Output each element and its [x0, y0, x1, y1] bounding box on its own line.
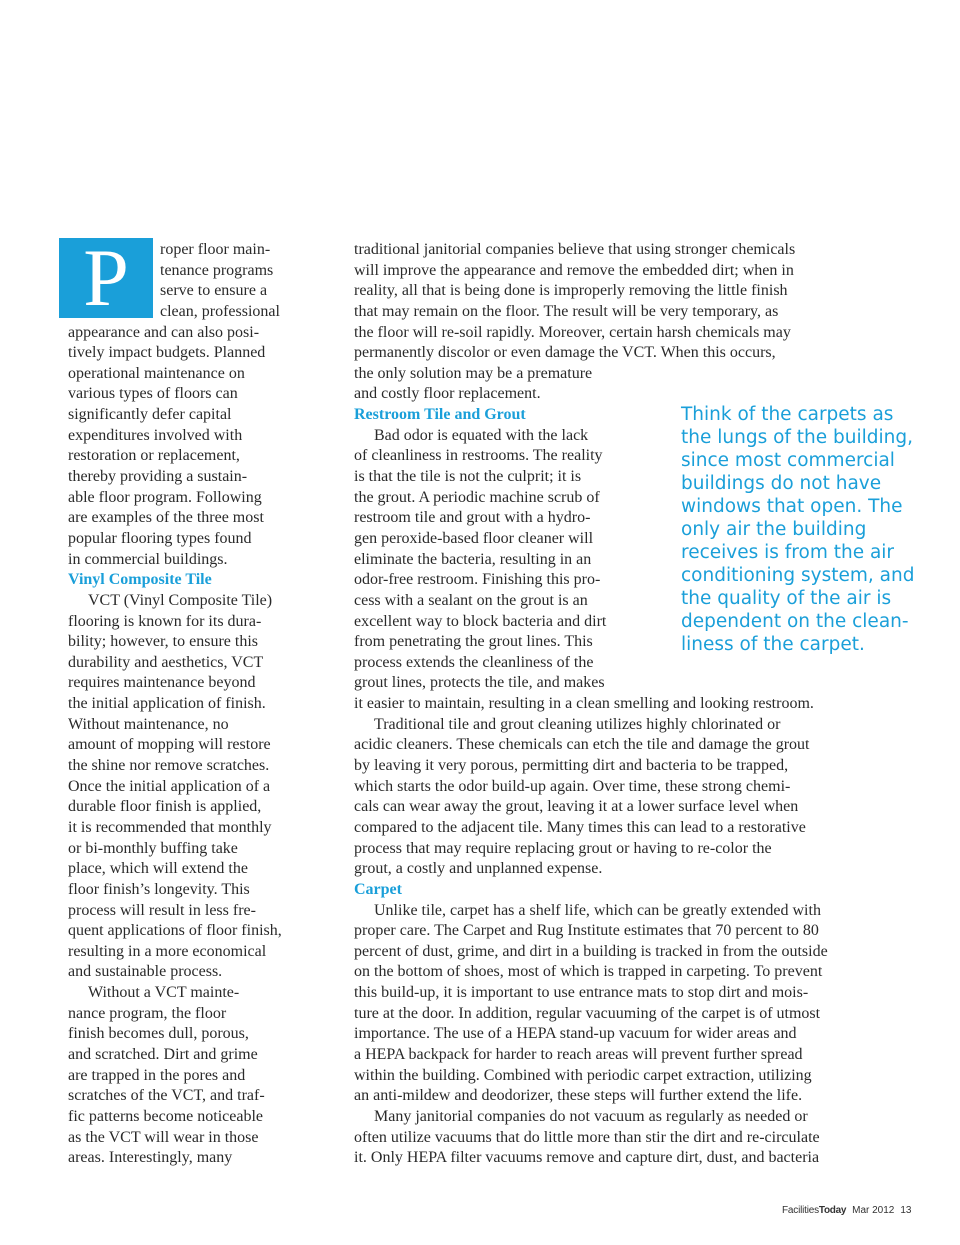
text-line: place, which will extend the — [68, 860, 248, 878]
pull-quote-line: only air the building — [681, 519, 867, 540]
text-line: cals can wear away the grout, leaving it at a lower surface level when — [354, 798, 799, 816]
pull-quote-line: the lungs of the building, — [681, 427, 914, 448]
text-line: which starts the odor build-up again. Over time, these strong chemi- — [354, 777, 791, 795]
text-line: serve to ensure a — [160, 282, 268, 300]
text-line: the only solution may be a premature — [354, 364, 593, 382]
text-line: the grout. A periodic machine scrub of — [354, 488, 600, 506]
pull-quote-line: windows that open. The — [681, 496, 903, 517]
text-line: VCT (Vinyl Composite Tile) — [88, 591, 273, 609]
text-line: odor-free restroom. Finishing this pro- — [354, 571, 601, 589]
text-line: acidic cleaners. These chemicals can etch the tile and damage the grout — [354, 736, 810, 754]
text-line: process extends the cleanliness of the — [354, 653, 594, 671]
text-line: roper floor main- — [160, 241, 271, 258]
text-line: Once the initial application of a — [68, 777, 271, 795]
text-line: of cleanliness in restrooms. The reality — [354, 447, 603, 465]
text-line: percent of dust, grime, and dirt in a building is tracked in from the outside — [354, 942, 828, 960]
text-line: gen peroxide-based floor cleaner will — [354, 529, 594, 547]
text-line: tively impact budgets. Planned — [68, 344, 266, 362]
text-line: operational maintenance on — [68, 364, 245, 382]
text-line: flooring is known for its dura- — [68, 612, 262, 630]
text-line: ture at the door. In addition, regular vacuuming of the carpet is of utmost — [354, 1004, 821, 1022]
text-line: from penetrating the grout lines. This — [354, 633, 593, 651]
magazine-brand-part1: Facilities — [782, 1205, 819, 1216]
section-heading: Vinyl Composite Tile — [68, 571, 212, 589]
text-line: the initial application of finish. — [68, 695, 266, 713]
text-line: tenance programs — [160, 261, 274, 279]
text-line: finish becomes dull, porous, — [68, 1025, 249, 1043]
text-line: areas. Interestingly, many — [68, 1149, 233, 1167]
drop-cap: P — [59, 238, 153, 318]
text-line: amount of mopping will restore — [68, 736, 271, 754]
text-line: it. Only HEPA filter vacuums remove and capture dirt, dust, and bacteria — [354, 1149, 820, 1167]
text-line: as the VCT will wear in those — [68, 1128, 259, 1146]
section-heading: Carpet — [354, 880, 402, 898]
text-line: appearance and can also posi- — [68, 323, 260, 341]
text-line: will improve the appearance and remove the embedded dirt; when in — [354, 261, 794, 279]
text-line: are trapped in the pores and — [68, 1066, 246, 1084]
text-line: and sustainable process. — [68, 963, 223, 981]
text-line: significantly defer capital — [68, 406, 232, 424]
text-line: it is recommended that monthly — [68, 818, 272, 836]
text-line: by leaving it very porous, permitting dirt and bacteria to be trapped, — [354, 757, 789, 775]
text-line: scratches of the VCT, and traf- — [68, 1087, 265, 1105]
text-line: cess with a sealant on the grout is an — [354, 591, 588, 609]
text-line: on the bottom of shoes, most of which is trapped in carpeting. To prevent — [354, 963, 823, 981]
issue-date: Mar 2012 — [852, 1205, 895, 1216]
pull-quote-line: buildings do not have — [681, 473, 882, 494]
text-line: in commercial buildings. — [68, 550, 228, 568]
text-line: restoration or replacement, — [68, 447, 240, 465]
text-line: a HEPA backpack for harder to reach areas will prevent further spread — [354, 1045, 803, 1063]
text-line: requires maintenance beyond — [68, 674, 256, 692]
text-line: popular flooring types found — [68, 529, 252, 547]
text-line: Many janitorial companies do not vacuum as regularly as needed or — [374, 1107, 808, 1125]
pull-quote-line: dependent on the clean- — [681, 611, 909, 632]
text-line: and scratched. Dirt and grime — [68, 1045, 258, 1063]
text-line: often utilize vacuums that do little more than stir the dirt and re-circulate — [354, 1128, 820, 1146]
text-line: the floor will re-soil rapidly. Moreover, certain harsh chemicals may — [354, 323, 791, 341]
text-line: durability and aesthetics, VCT — [68, 653, 264, 671]
text-line: this build-up, it is important to use entrance mats to stop dirt and mois- — [354, 984, 809, 1002]
pull-quote-line: conditioning system, and — [681, 565, 915, 586]
text-line: importance. The use of a HEPA stand-up vacuum for wider areas and — [354, 1025, 797, 1043]
text-line: process will result in less fre- — [68, 901, 256, 919]
text-line: thereby providing a sustain- — [68, 468, 248, 486]
text-line: the shine nor remove scratches. — [68, 757, 270, 775]
text-line: various types of floors can — [68, 385, 238, 403]
text-line: nance program, the floor — [68, 1004, 227, 1022]
text-line: and costly floor replacement. — [354, 385, 541, 403]
text-line: that may remain on the floor. The result will be very temporary, as — [354, 302, 779, 320]
text-line: are examples of the three most — [68, 509, 264, 527]
text-line: grout lines, protects the tile, and makes — [354, 674, 605, 692]
pull-quote-line: receives is from the air — [681, 542, 895, 563]
text-line: clean, professional — [160, 302, 280, 320]
text-line: quent applications of floor finish, — [68, 922, 282, 940]
text-line: fic patterns become noticeable — [68, 1107, 264, 1125]
text-line: permanently discolor or even damage the VCT. When this occurs, — [354, 344, 776, 362]
text-line: expenditures involved with — [68, 426, 243, 444]
section-heading: Restroom Tile and Grout — [354, 406, 526, 424]
text-line: proper care. The Carpet and Rug Institute estimates that 70 percent to 80 — [354, 922, 819, 940]
text-line: reality, all that is being done is improperly removing the little finish — [354, 282, 788, 300]
text-line: is that the tile is not the culprit; it is — [354, 468, 582, 486]
text-line: or bi-monthly buffing take — [68, 839, 238, 857]
text-line: Traditional tile and grout cleaning utilizes highly chlorinated or — [374, 715, 781, 733]
text-line: able floor program. Following — [68, 488, 262, 506]
text-line: durable floor finish is applied, — [68, 798, 262, 816]
text-line: excellent way to block bacteria and dirt — [354, 612, 607, 630]
pull-quote-line: since most commercial — [681, 450, 895, 471]
text-line: eliminate the bacteria, resulting in an — [354, 550, 592, 568]
text-line: Bad odor is equated with the lack — [374, 426, 589, 444]
text-line: floor finish’s longevity. This — [68, 880, 250, 898]
text-line: Unlike tile, carpet has a shelf life, which can be greatly extended with — [374, 901, 821, 919]
left-column — [68, 240, 290, 1169]
text-line: resulting in a more economical — [68, 942, 267, 960]
text-line: grout, a costly and unplanned expense. — [354, 860, 603, 878]
pull-quote-line: Think of the carpets as — [681, 404, 894, 425]
pull-quote — [681, 403, 921, 656]
pull-quote-line: liness of the carpet. — [681, 634, 865, 655]
text-line: compared to the adjacent tile. Many times this can lead to a restorative — [354, 818, 806, 836]
text-line: restroom tile and grout with a hydro- — [354, 509, 591, 527]
text-line: traditional janitorial companies believe that using stronger chemicals — [354, 241, 796, 258]
text-line: an anti-mildew and deodorizer, these steps will further extend the life. — [354, 1087, 803, 1105]
pull-quote-line: the quality of the air is — [681, 588, 892, 609]
text-line: Without maintenance, no — [68, 715, 229, 733]
text-line: Without a VCT mainte- — [88, 984, 240, 1002]
text-line: process that may require replacing grout or having to re-color the — [354, 839, 772, 857]
text-line: within the building. Combined with periodic carpet extraction, utilizing — [354, 1066, 812, 1084]
page-footer — [782, 1205, 912, 1216]
magazine-brand-part2: Today — [818, 1205, 847, 1216]
text-line: it easier to maintain, resulting in a clean smelling and looking restroom. — [354, 695, 814, 713]
main-column — [354, 240, 864, 1169]
text-line: bility; however, to ensure this — [68, 633, 258, 651]
page-number: 13 — [900, 1205, 912, 1216]
